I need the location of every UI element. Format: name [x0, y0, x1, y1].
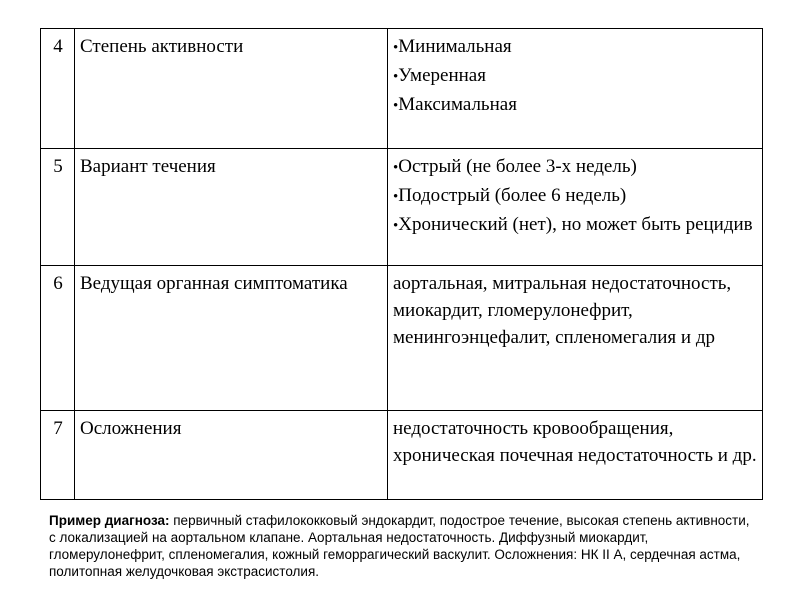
- list-item: •Острый (не более 3-х недель): [393, 156, 637, 177]
- list-item: •Хронический (нет), но может быть рецидив: [393, 214, 753, 235]
- example-body: первичный стафилококковый эндокардит, подострое течение, высокая степень активности, с локализацией на аортальном клапане. Аортальная недостаточность. Диффузный миокардит, гломерулонефрит, спленомегалия, кожный геморрагический васкулит. Осложнения: НК II А, сердечная астма, политопная желудочковая экстрасистолия.: [49, 513, 750, 579]
- list-item: •Минимальная: [393, 36, 512, 57]
- example-lead: Пример диагноза:: [49, 513, 170, 528]
- criterion-name: Вариант течения: [75, 149, 388, 266]
- bullet-icon: •: [393, 98, 399, 114]
- list-item: •Подострый (более 6 недель): [393, 185, 627, 206]
- bullet-icon: •: [393, 218, 399, 234]
- table-row: [41, 411, 763, 500]
- list-item: •Максимальная: [393, 94, 517, 115]
- criterion-name: Осложнения: [75, 411, 388, 500]
- criterion-name: Степень активности: [75, 29, 388, 149]
- row-number: 5: [41, 149, 75, 266]
- diagnosis-example: [49, 512, 759, 580]
- table-row: [41, 266, 763, 411]
- criterion-values: [388, 29, 763, 149]
- criteria-table: [40, 28, 763, 500]
- row-number: 7: [41, 411, 75, 500]
- bullet-icon: •: [393, 189, 399, 205]
- bullet-icon: •: [393, 40, 399, 56]
- row-number: 6: [41, 266, 75, 411]
- table-row: [41, 149, 763, 266]
- criterion-values: недостаточность кровообращения, хроническая почечная недостаточность и др.: [388, 411, 763, 500]
- criterion-values: [388, 149, 763, 266]
- row-number: 4: [41, 29, 75, 149]
- criterion-values: аортальная, митральная недостаточность, миокардит, гломерулонефрит, менингоэнцефалит, спленомегалия и др: [388, 266, 763, 411]
- criterion-name: Ведущая органная симптоматика: [75, 266, 388, 411]
- list-item: •Умеренная: [393, 65, 486, 86]
- bullet-icon: •: [393, 160, 399, 176]
- bullet-icon: •: [393, 69, 399, 85]
- table-row: [41, 29, 763, 149]
